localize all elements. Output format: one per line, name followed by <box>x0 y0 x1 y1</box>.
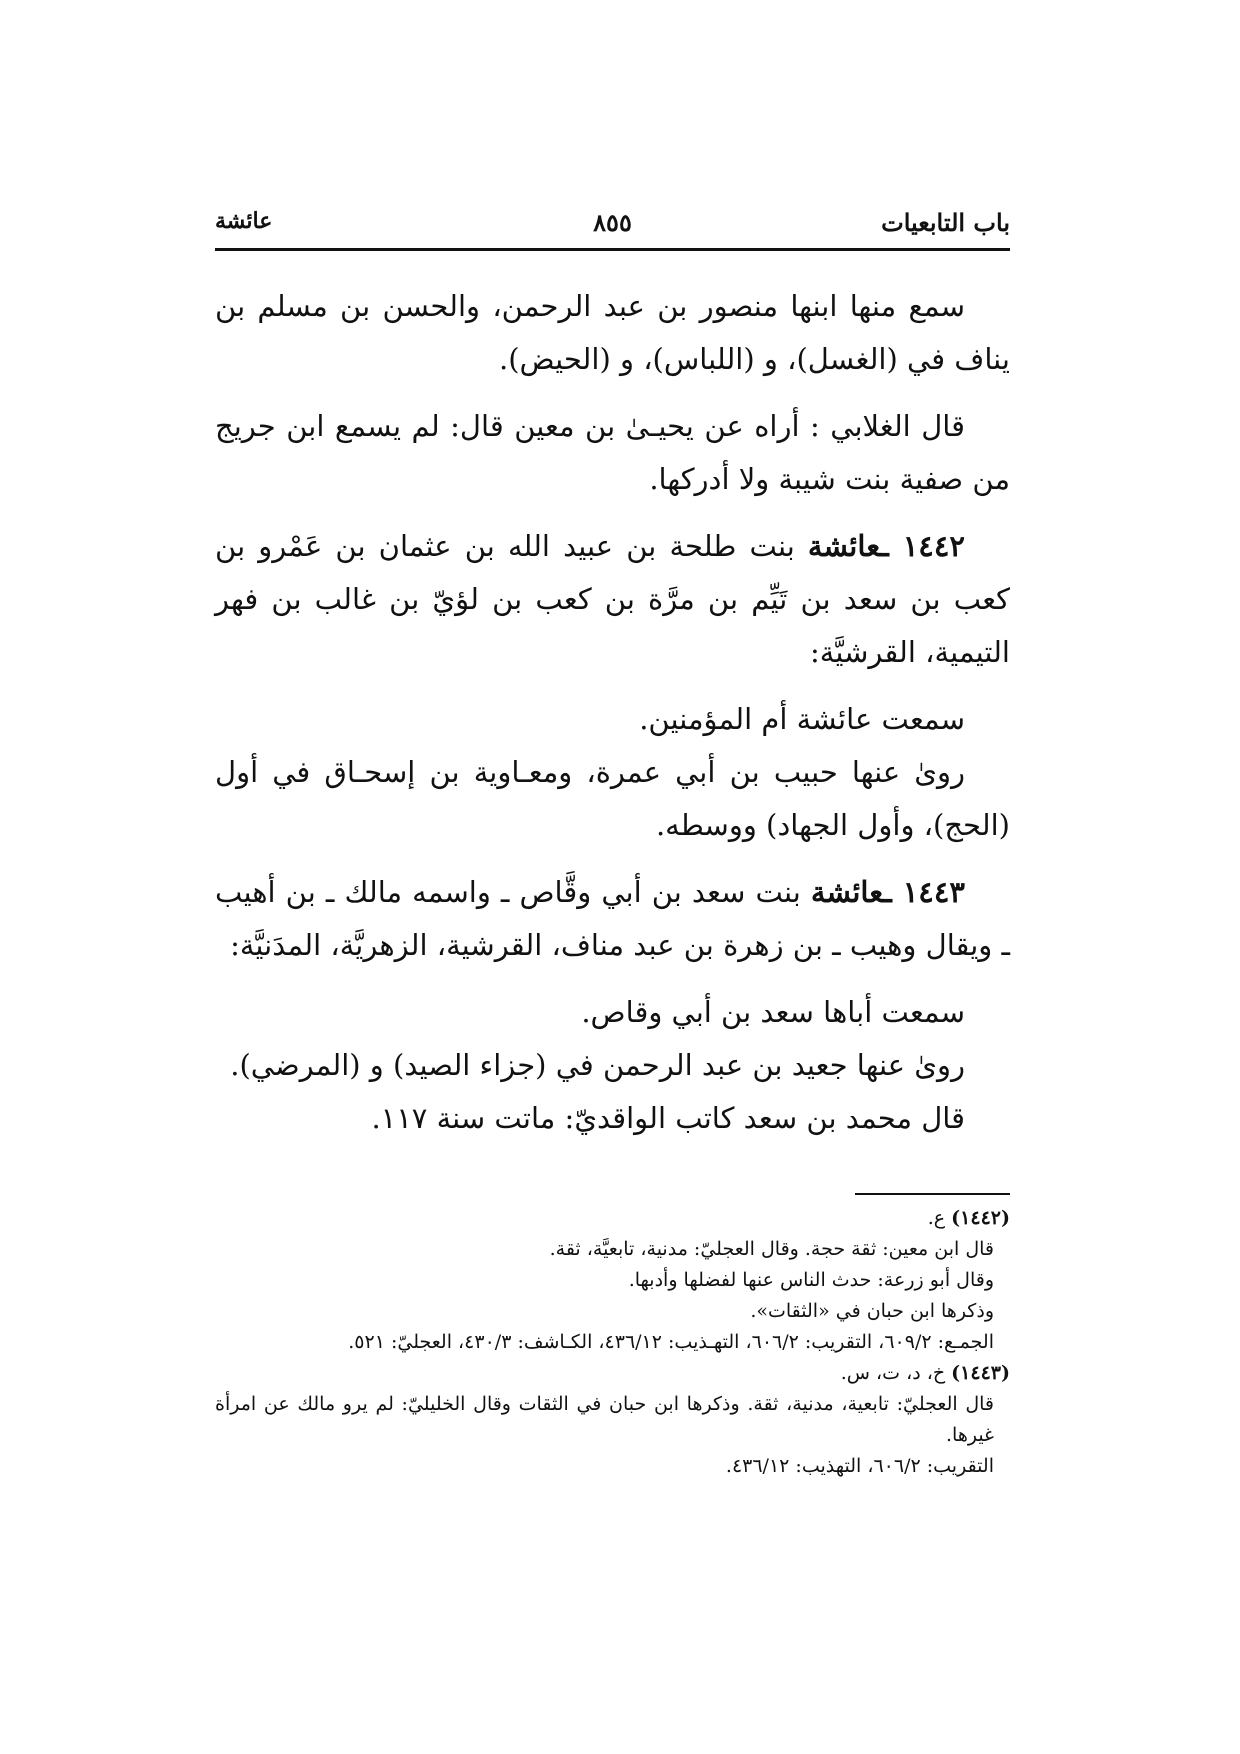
paragraph: سمعت عائشة أم المؤمنين. <box>639 702 965 736</box>
entry-name: عائشة <box>807 529 881 563</box>
entry-text: بنت سعد بن أبي وقَّاص ـ واسمه مالك ـ بن أهيب ـ ويقال وهيب ـ بن زهرة بن عبد مناف، القرشية، الزهريَّة، المدَنيَّة: <box>215 875 1010 962</box>
footnote-line: قال ابن معين: ثقة حجة. وقال العجليّ: مدنية، تابعيَّة، ثقة. <box>549 1238 994 1260</box>
footnote-line: وقال أبو زرعة: حدث الناس عنها لفضلها وأدبها. <box>628 1269 994 1291</box>
paragraph: روىٰ عنها جعيد بن عبد الرحمن في (جزاء الصيد) و (المرضي). <box>230 1048 965 1082</box>
footnote-line: وذكرها ابن حبان في «الثقات». <box>750 1300 994 1322</box>
footnote-heading <box>215 1358 1010 1389</box>
paragraph: سمع منها ابنها منصور بن عبد الرحمن، والحسن بن مسلم بن يناف في (الغسل)، و (اللباس)، و (الحيض). <box>215 289 1010 376</box>
entry-name: عائشة <box>810 875 884 909</box>
footnote-rule <box>855 1193 1010 1195</box>
main-text <box>215 280 1010 1145</box>
footnote-symbols: ع. <box>927 1207 952 1229</box>
paragraph: قال محمد بن سعد كاتب الواقديّ: ماتت سنة ١١٧. <box>371 1101 965 1135</box>
page-header <box>215 208 1010 248</box>
header-rule <box>215 248 1010 251</box>
footnote-heading <box>215 1203 1010 1234</box>
footnote-line: التقريب: ٦٠٦/٢، التهذيب: ٤٣٦/١٢. <box>725 1455 994 1477</box>
section-title: باب التابعيات <box>881 208 1010 237</box>
page-number: ٨٥٥ <box>593 208 632 237</box>
footnotes <box>215 1203 1010 1482</box>
paragraph: روىٰ عنها حبيب بن أبي عمرة، ومعـاوية بن إسحـاق في أول (الحج)، وأول الجهاد) ووسطه. <box>215 755 1010 842</box>
footnote-line: قال العجليّ: تابعية، مدنية، ثقة. وذكرها ابن حبان في الثقات وقال الخليليّ: لم يرو مالك عن امرأة غيرها. <box>215 1393 994 1446</box>
footnote-symbols: خ، د، ت، س. <box>840 1362 952 1384</box>
biography-entry <box>215 520 1010 679</box>
running-head: عائشة <box>215 208 273 234</box>
footnote-number: (١٤٤٣) <box>951 1362 1010 1384</box>
biography-entry <box>215 866 1010 972</box>
entry-number: ١٤٤٣ ـ <box>883 875 965 909</box>
entry-number: ١٤٤٢ ـ <box>880 529 965 563</box>
footnote-line: الجمـع: ٦٠٩/٢، التقريب: ٦٠٦/٢، التهـذيب: ٤٣٦/١٢، الكـاشف: ٤٣٠/٣، العجليّ: ٥٢١. <box>348 1331 994 1353</box>
paragraph: قال الغلابي : أراه عن يحيـىٰ بن معين قال: لم يسمع ابن جريج من صفية بنت شيبة ولا أدركها. <box>215 409 1010 496</box>
paragraph: سمعت أباها سعد بن أبي وقاص. <box>581 995 965 1029</box>
footnote-number: (١٤٤٢) <box>951 1207 1010 1229</box>
entry-text: بنت طلحة بن عبيد الله بن عثمان بن عَمْرو بن كعب بن سعد بن تَيِّم بن مرَّة بن كعب بن لؤيّ بن غالب بن فهر التيمية، القرشيَّة: <box>215 529 1010 669</box>
